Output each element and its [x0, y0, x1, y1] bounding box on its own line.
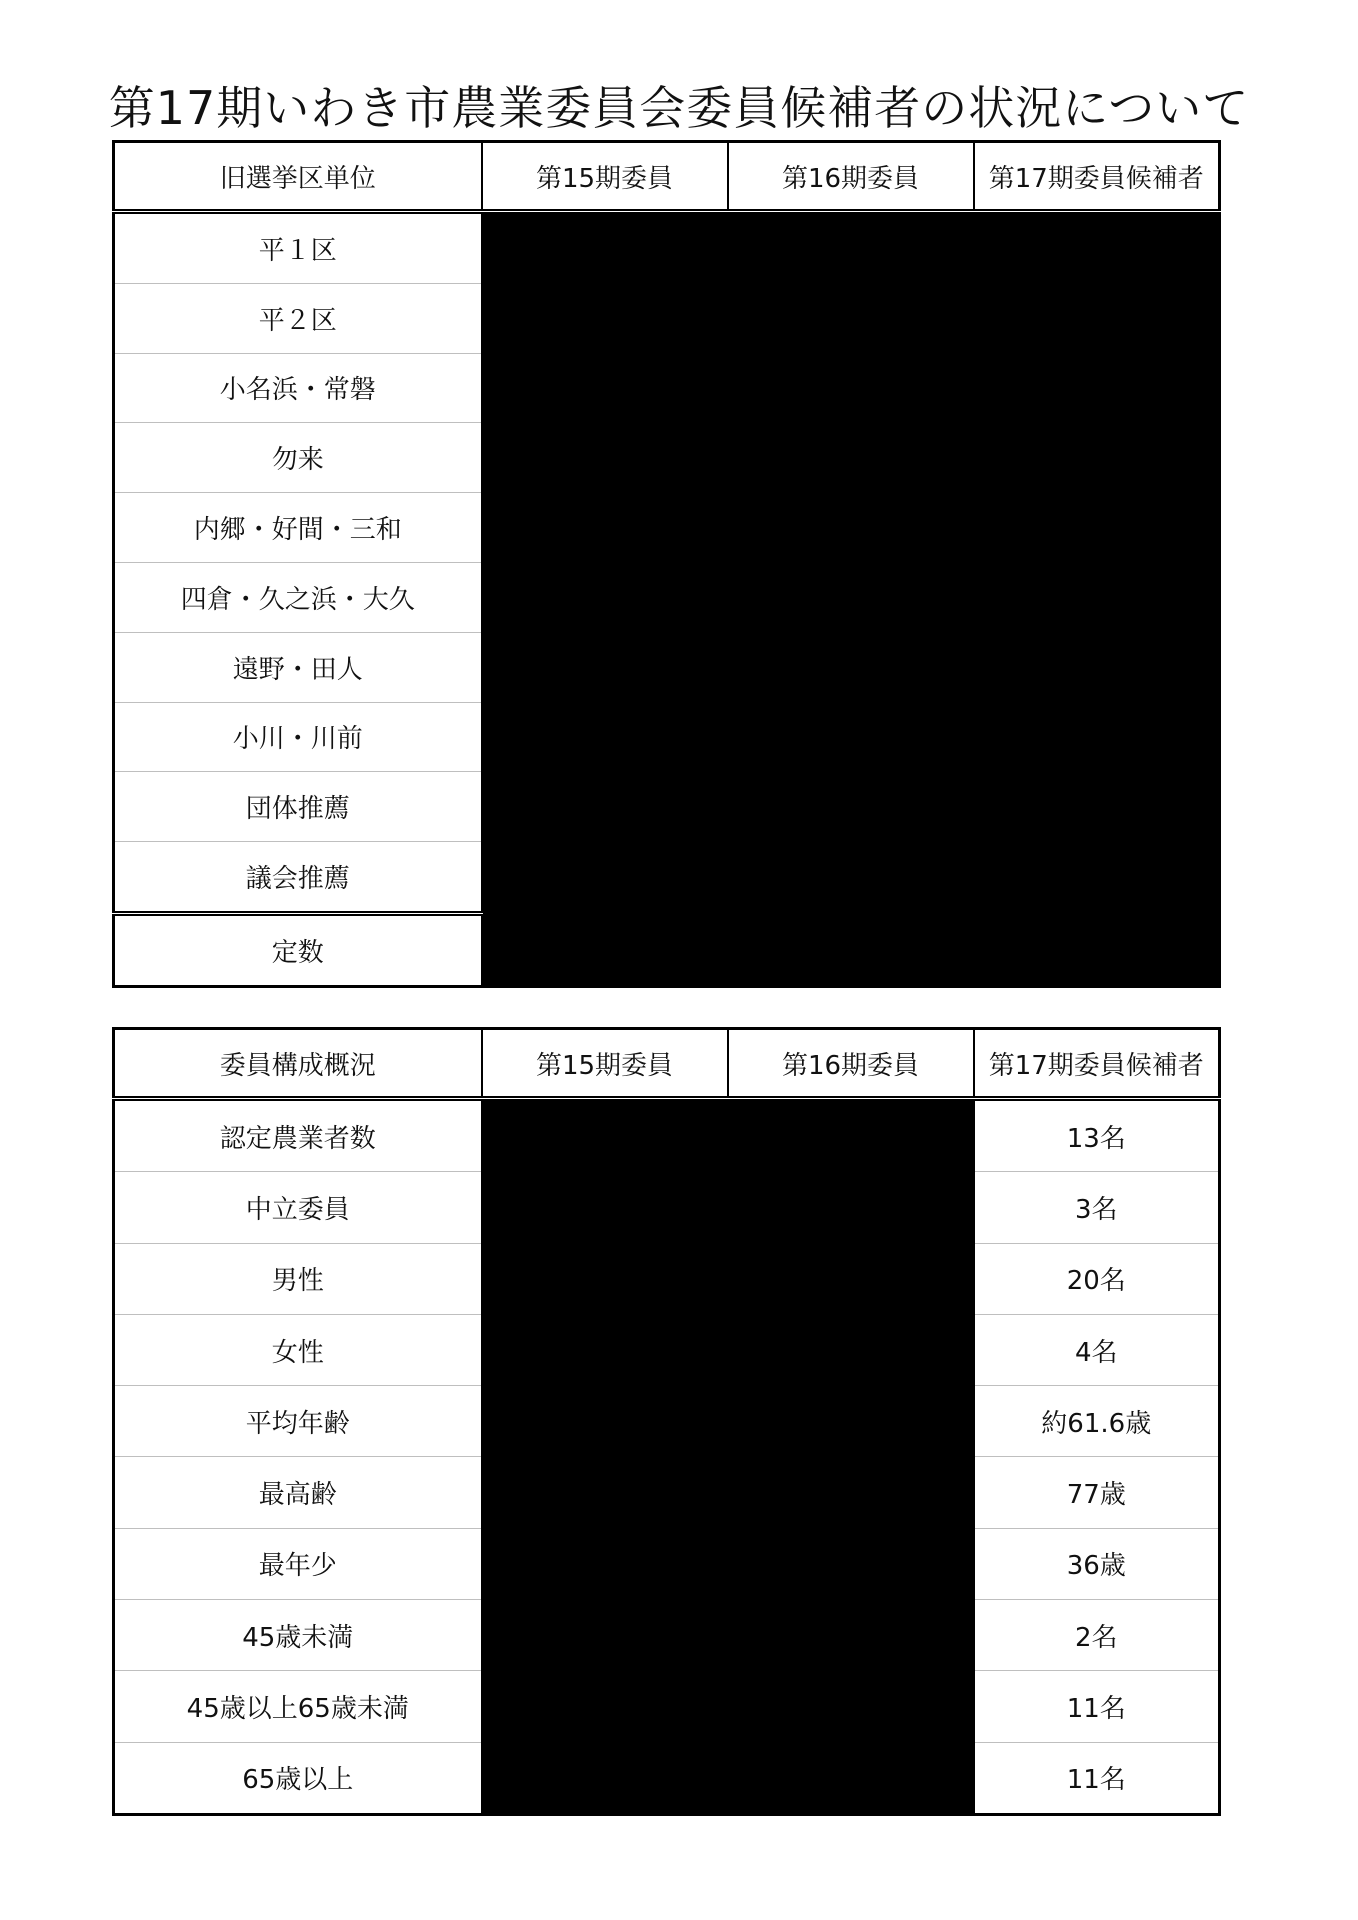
header-term16: 第16期委員	[728, 1029, 974, 1099]
composition-label: 中立委員	[114, 1172, 482, 1243]
composition-label: 45歳以上65歳未満	[114, 1671, 482, 1742]
composition-value: 11名	[974, 1742, 1220, 1814]
district-label: 小川・川前	[114, 702, 482, 772]
composition-value: 約61.6歳	[974, 1386, 1220, 1457]
composition-value: 77歳	[974, 1457, 1220, 1528]
composition-value: 3名	[974, 1172, 1220, 1243]
composition-value: 2名	[974, 1600, 1220, 1671]
header-term15: 第15期委員	[482, 1029, 728, 1099]
header-term17: 第17期委員候補者	[974, 142, 1220, 212]
composition-label: 女性	[114, 1314, 482, 1385]
composition-label: 最高齢	[114, 1457, 482, 1528]
district-table	[112, 140, 1221, 988]
district-label: 平２区	[114, 283, 482, 353]
table-row	[114, 1099, 1220, 1172]
header-term17: 第17期委員候補者	[974, 1029, 1220, 1099]
district-label: 勿来	[114, 423, 482, 493]
header-term16: 第16期委員	[728, 142, 974, 212]
composition-value: 36歳	[974, 1528, 1220, 1599]
composition-label: 認定農業者数	[114, 1099, 482, 1172]
district-label: 四倉・久之浜・大久	[114, 562, 482, 632]
composition-value: 13名	[974, 1099, 1220, 1172]
composition-table-header	[114, 1029, 1220, 1099]
district-table-header	[114, 142, 1220, 212]
composition-value: 4名	[974, 1314, 1220, 1385]
composition-label: 65歳以上	[114, 1742, 482, 1814]
header-composition: 委員構成概況	[114, 1029, 482, 1099]
district-label: 小名浜・常磐	[114, 353, 482, 423]
district-label: 内郷・好間・三和	[114, 493, 482, 563]
district-label: 団体推薦	[114, 772, 482, 842]
header-term15: 第15期委員	[482, 142, 728, 212]
district-label: 平１区	[114, 212, 482, 284]
district-label: 議会推薦	[114, 842, 482, 914]
header-district: 旧選挙区単位	[114, 142, 482, 212]
total-label: 定数	[114, 913, 482, 986]
district-label: 遠野・田人	[114, 632, 482, 702]
document-title: 第17期いわき市農業委員会委員候補者の状況について	[108, 81, 1250, 135]
composition-table	[112, 1027, 1221, 1816]
composition-label: 男性	[114, 1243, 482, 1314]
table-row	[114, 212, 1220, 284]
composition-value: 20名	[974, 1243, 1220, 1314]
redacted-block	[482, 1099, 974, 1815]
composition-label: 平均年齢	[114, 1386, 482, 1457]
composition-value: 11名	[974, 1671, 1220, 1742]
composition-label: 最年少	[114, 1528, 482, 1599]
composition-label: 45歳未満	[114, 1600, 482, 1671]
redacted-block	[482, 212, 1220, 987]
